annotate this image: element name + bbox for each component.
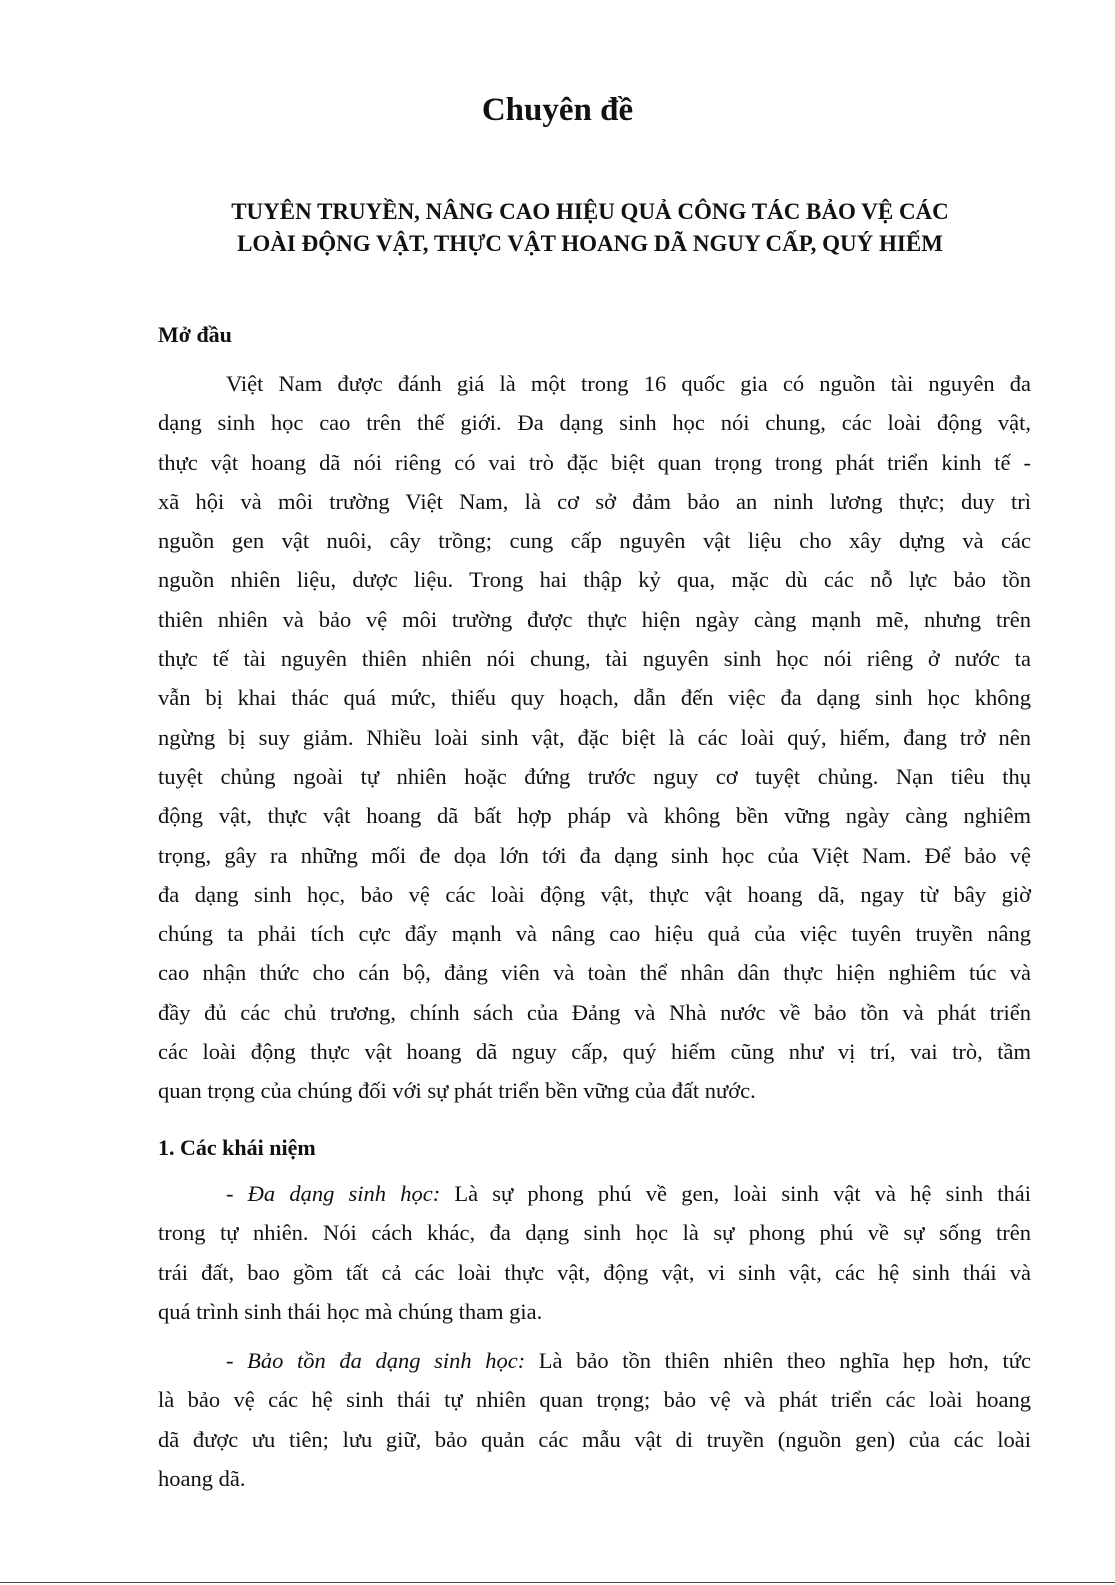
term: - Đa dạng sinh học:: [226, 1181, 441, 1206]
paragraph-line: là bảo vệ các hệ sinh thái tự nhiên quan trọng; bảo vệ và phát triển các loài hoang: [158, 1387, 1031, 1413]
paragraph-line: trái đất, bao gồm tất cả các loài thực vật, động vật, vi sinh vật, các hệ sinh thái và: [158, 1259, 1031, 1285]
term: - Bảo tồn đa dạng sinh học:: [226, 1348, 526, 1373]
paragraph-line: động vật, thực vật hoang dã bất hợp pháp và không bền vững ngày càng nghiêm: [158, 803, 1031, 829]
paragraph-line: vẫn bị khai thác quá mức, thiếu quy hoạch, dẫn đến việc đa dạng sinh học không: [158, 685, 1031, 711]
document-title: Chuyên đề: [481, 92, 634, 128]
document-subtitle: [140, 196, 1040, 260]
definition-biodiversity: [158, 1174, 1031, 1331]
paragraph-line: nguồn nhiên liệu, dược liệu. Trong hai thập kỷ qua, mặc dù các nỗ lực bảo tồn: [158, 567, 1031, 593]
paragraph-line: [158, 1174, 1031, 1213]
paragraph-line: xã hội và môi trường Việt Nam, là cơ sở đảm bảo an ninh lương thực; duy trì: [158, 488, 1031, 514]
page-bottom-edge: [0, 1582, 1115, 1583]
section-1-heading: 1. Các khái niệm: [158, 1135, 316, 1160]
paragraph-line: thiên nhiên và bảo vệ môi trường được thực hiện ngày càng mạnh mẽ, nhưng trên: [158, 606, 1031, 632]
subtitle-line: LOÀI ĐỘNG VẬT, THỰC VẬT HOANG DÃ NGUY CẤP, QUÝ HIẾM: [237, 231, 943, 256]
paragraph-line: nguồn gen vật nuôi, cây trồng; cung cấp nguyên vật liệu cho xây dựng và các: [158, 528, 1031, 554]
paragraph-line: thực vật hoang dã nói riêng có vai trò đặc biệt quan trọng trong phát triển kinh tế -: [158, 449, 1031, 475]
definition-text: Là bảo tồn thiên nhiên theo nghĩa hẹp hơn, tức: [525, 1348, 1031, 1373]
paragraph-line: tuyệt chủng ngoài tự nhiên hoặc đứng trước nguy cơ tuyệt chủng. Nạn tiêu thụ: [158, 763, 1031, 789]
intro-heading: Mở đầu: [158, 322, 232, 347]
intro-paragraph: [158, 364, 1031, 1111]
paragraph-line: thực tế tài nguyên thiên nhiên nói chung, tài nguyên sinh học nói riêng ở nước ta: [158, 646, 1031, 672]
paragraph-line: trọng, gây ra những mối đe dọa lớn tới đa dạng sinh học của Việt Nam. Để bảo vệ: [158, 842, 1031, 868]
paragraph-line: ngừng bị suy giảm. Nhiều loài sinh vật, đặc biệt là các loài quý, hiếm, đang trở nên: [158, 724, 1031, 750]
definition-text: Là sự phong phú về gen, loài sinh vật và hệ sinh thái: [440, 1181, 1032, 1206]
paragraph-line: chúng ta phải tích cực đẩy mạnh và nâng cao hiệu quả của việc tuyên truyền nâng: [158, 921, 1031, 947]
definition-biodiversity-conservation: [158, 1341, 1031, 1498]
paragraph-line: đa dạng sinh học, bảo vệ các loài động vật, thực vật hoang dã, ngay từ bây giờ: [158, 881, 1031, 907]
paragraph-line: Việt Nam được đánh giá là một trong 16 quốc gia có nguồn tài nguyên đa: [226, 371, 1031, 396]
paragraph-line: quan trọng của chúng đối với sự phát triển bền vững của đất nước.: [158, 1078, 756, 1104]
paragraph-line: cao nhận thức cho cán bộ, đảng viên và toàn thể nhân dân thực hiện nghiêm túc và: [158, 960, 1031, 986]
paragraph-line: dạng sinh học cao trên thế giới. Đa dạng sinh học nói chung, các loài động vật,: [158, 410, 1031, 436]
subtitle-line: TUYÊN TRUYỀN, NÂNG CAO HIỆU QUẢ CÔNG TÁC BẢO VỆ CÁC: [231, 199, 949, 224]
paragraph-line: [158, 1341, 1031, 1380]
paragraph-line: hoang dã.: [158, 1465, 246, 1491]
paragraph-line: trong tự nhiên. Nói cách khác, đa dạng sinh học là sự phong phú về sự sống trên: [158, 1220, 1031, 1246]
paragraph-line: quá trình sinh thái học mà chúng tham gia.: [158, 1298, 543, 1324]
paragraph-line: dã được ưu tiên; lưu giữ, bảo quản các mẫu vật di truyền (nguồn gen) của các loài: [158, 1426, 1031, 1452]
paragraph-line: đầy đủ các chủ trương, chính sách của Đảng và Nhà nước về bảo tồn và phát triển: [158, 999, 1031, 1025]
paragraph-line: các loài động thực vật hoang dã nguy cấp, quý hiếm cũng như vị trí, vai trò, tầm: [158, 1039, 1031, 1065]
